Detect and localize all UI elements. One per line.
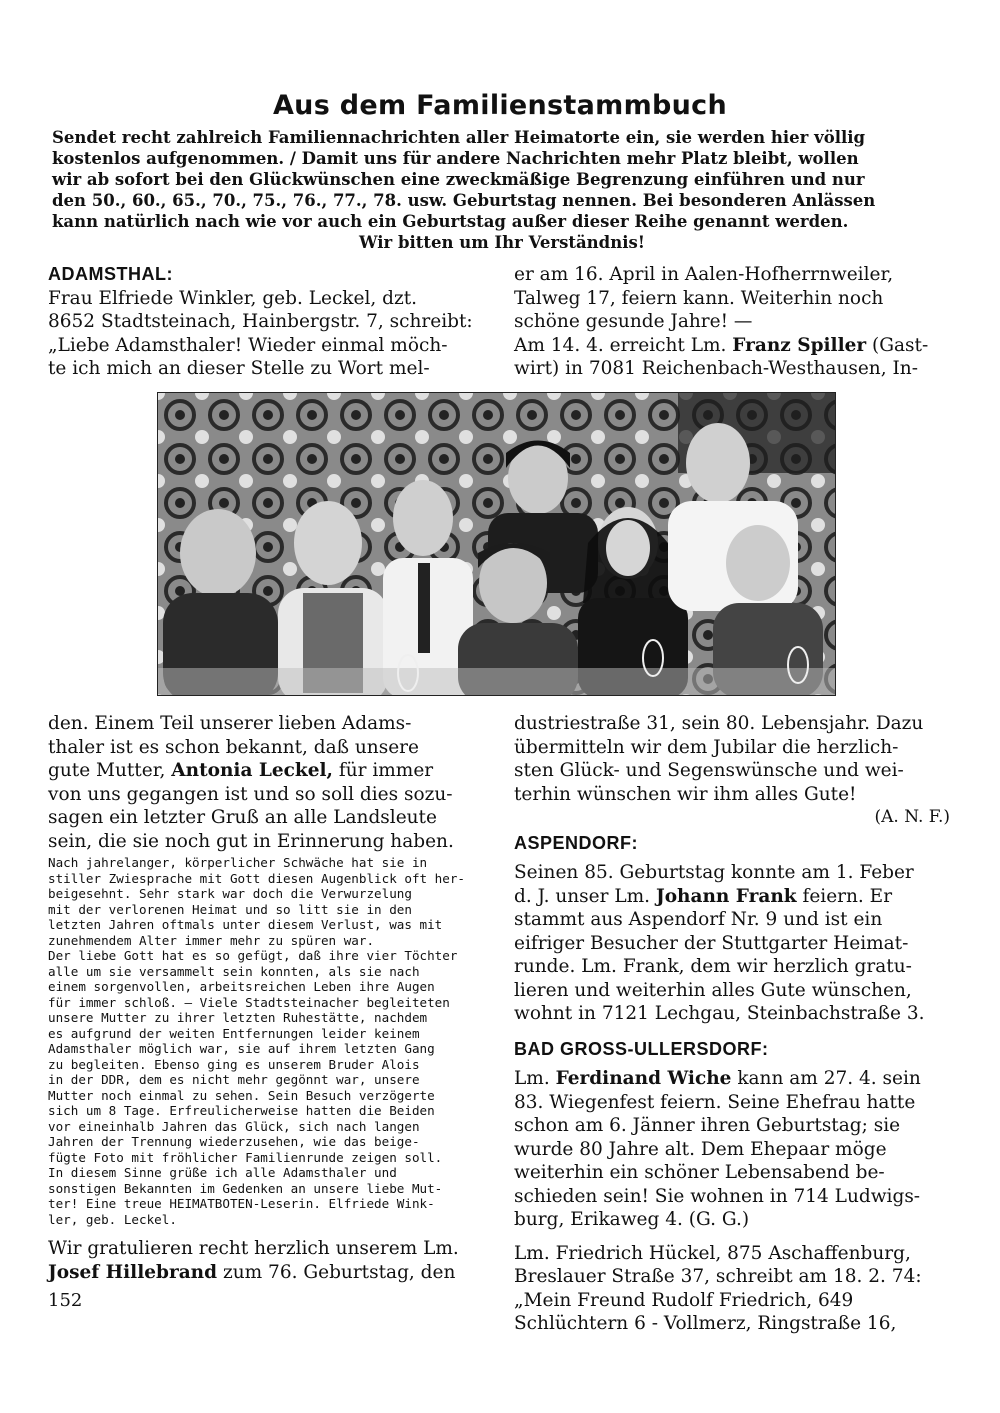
text-line: Breslauer Straße 37, schreibt am 18. 2. 74: [514,1266,922,1287]
text-line: sagen ein letzter Gruß an alle Landsleute [48,807,437,828]
text-line: von uns gegangen ist und so soll dies sozu- [48,783,453,805]
intro-line: den 50., 60., 65., 70., 75., 76., 77., 78. usw. Geburtstag nennen. Bei besonderen Anlässen [52,191,876,210]
small-line: Adamsthaler möglich war, sie auf ihrem letzten Gang [48,1041,435,1056]
text-line: übermitteln wir dem Jubilar die herzlich- [514,736,899,758]
text-line: runde. Lm. Frank, dem wir herzlich gratu- [514,956,912,977]
small-line: mit der verlorenen Heimat und so litt sie in den [48,901,412,917]
family-photo-illustration [158,393,835,695]
text-fragment: für immer [332,760,434,781]
small-line: zu begleiten. Ebenso ging es unserem Bruder Alois [48,1056,420,1072]
text-fragment: (Gast- [866,334,929,356]
small-line: fügte Foto mit fröhlicher Familienrunde zeigen soll. [48,1149,443,1165]
small-line: ter! Eine treue HEIMATBOTEN-Leserin. Elfriede Wink- [48,1196,435,1211]
small-line: in der DDR, dem es nicht mehr gegönnt war, unsere [48,1072,420,1087]
small-line: vor eineinhalb Jahren das Glück, sich nach langen [48,1118,420,1134]
top-right-column [514,263,950,381]
text-line: Wir gratulieren recht herzlich unserem Lm. [48,1238,459,1259]
person-name: Franz Spiller [732,334,867,356]
text-line: sten Glück- und Segenswünsche und wei- [514,760,904,781]
text-line: „Mein Freund Rudolf Friedrich, 649 [514,1289,854,1311]
text-line: burg, Erikaweg 4. (G. G.) [514,1209,750,1230]
small-line: alle um sie versammelt sein konnten, als sie nach [48,963,420,979]
text-line: Schlüchtern 6 - Vollmerz, Ringstraße 16, [514,1313,897,1334]
small-line: Mutter noch einmal zu sehen. Sein Besuch verzögerte [48,1087,435,1103]
author-initials: (A. N. F.) [874,807,950,827]
section-heading-bad-gross-ullersdorf: BAD GROSS-ULLERSDORF: [514,1038,769,1059]
small-line: unsere Mutter zu ihrer letzten Ruhestätte, nachdem [48,1010,428,1025]
small-line: es aufgrund der weiten Entfernungen leider keinem [48,1025,420,1041]
text-line [514,1067,950,1091]
section-heading-adamsthal: ADAMSTHAL: [48,264,173,284]
small-line: beigesehnt. Sehr stark war doch die Verwurzelung [48,886,412,901]
intro-notice [52,127,952,253]
small-line: In diesem Sinne grüße ich alle Adamsthaler und [48,1165,397,1180]
text-line: sein, die sie noch gut in Erinnerung haben. [48,830,454,852]
small-line: Jahren der Trennung wiederzusehen, wie das beige- [48,1134,420,1149]
text-line: eifriger Besucher der Stuttgarter Heimat- [514,932,909,954]
text-line [48,759,488,783]
intro-line: kann natürlich nach wie vor auch ein Geburtstag außer dieser Reihe genannt werden. [52,212,849,231]
text-line [514,885,950,909]
person-name: Josef Hillebrand [48,1261,218,1283]
text-line: 83. Wiegenfest feiern. Seine Ehefrau hatte [514,1091,916,1113]
text-line: terhin wünschen wir ihm alles Gute! [514,783,857,805]
text-fragment: kann am 27. 4. sein [731,1068,921,1089]
intro-line: kostenlos aufgenommen. / Damit uns für andere Nachrichten mehr Platz bleibt, wollen [52,149,859,168]
person-name: Antonia Leckel, [171,760,333,781]
text-line: thaler ist es schon bekannt, daß unsere [48,736,419,758]
text-line: schieden sein! Sie wohnen in 714 Ludwigs- [514,1185,921,1207]
person-name: Ferdinand Wiche [555,1068,732,1089]
text-line: 8652 Stadtsteinach, Hainbergstr. 7, schreibt: [48,311,473,332]
intro-last-line: Wir bitten um Ihr Verständnis! [359,233,645,252]
text-fragment: gute Mutter, [48,760,172,781]
text-line: te ich mich an dieser Stelle zu Wort mel- [48,358,430,379]
text-fragment: Am 14. 4. erreicht Lm. [514,334,733,356]
small-print-letter [48,855,488,1227]
text-fragment: zum 76. Geburtstag, den [217,1261,456,1283]
small-line: einem sorgenvollen, arbeitsreichen Leben ihre Augen [48,979,435,994]
intro-line: Sendet recht zahlreich Familiennachrichten aller Heimatorte ein, sie werden hier völlig [52,128,866,147]
text-line [514,334,950,358]
section-heading-aspendorf: ASPENDORF: [514,832,639,853]
small-line: Der liebe Gott hat es so gefügt, daß ihre vier Töchter [48,948,458,963]
small-line: sonstigen Bekannten im Gedenken an unsere liebe Mut- [48,1180,443,1196]
small-line: zunehmendem Alter immer mehr zu spüren war. [48,932,375,948]
small-line: stiller Zwiesprache mit Gott diesen Augenblick oft her- [48,870,466,886]
text-line: schon am 6. Jänner ihren Geburtstag; sie [514,1115,901,1136]
text-line: Frau Elfriede Winkler, geb. Leckel, dzt. [48,287,418,309]
small-line: für immer schloß. – Viele Stadtsteinacher begleiteten [48,994,450,1010]
text-line: Seinen 85. Geburtstag konnte am 1. Feber [514,862,914,883]
bottom-left-column [48,712,488,1284]
text-line: er am 16. April in Aalen-Hofherrnweiler, [514,264,894,285]
text-line: lieren und weiterhin alles Gute wünschen, [514,979,912,1001]
text-line: dustriestraße 31, sein 80. Lebensjahr. Dazu [514,713,924,734]
text-line: wirt) in 7081 Reichenbach-Westhausen, In- [514,358,918,379]
family-photo [157,392,836,696]
text-line: Talweg 17, feiern kann. Weiterhin noch [514,287,884,309]
text-line: schöne gesunde Jahre! — [514,311,753,332]
text-line: weiterhin ein schöner Lebensabend be- [514,1162,885,1183]
page-title: Aus dem Familienstammbuch [272,90,727,121]
text-line: „Liebe Adamsthaler! Wieder einmal möch- [48,334,448,356]
small-line: letzten Jahren oftmals unter diesem Verlust, was mit [48,917,443,932]
text-fragment: feiern. Er [796,885,893,907]
page-number: 152 [48,1290,83,1311]
text-line: Lm. Friedrich Hückel, 875 Aschaffenburg, [514,1242,911,1264]
text-fragment: d. J. unser Lm. [514,885,656,907]
intro-line: wir ab sofort bei den Glückwünschen eine zweckmäßige Begrenzung einführen und nur [52,170,865,189]
top-left-column [48,263,488,381]
small-line: Nach jahrelanger, körperlicher Schwäche hat sie in [48,855,428,870]
text-line: stammt aus Aspendorf Nr. 9 und ist ein [514,909,883,930]
text-line: wohnt in 7121 Lechgau, Steinbachstraße 3. [514,1003,925,1024]
person-name: Johann Frank [655,885,797,907]
text-line: den. Einem Teil unserer lieben Adams- [48,713,412,734]
bottom-right-column [514,712,950,1336]
text-line [48,1261,488,1285]
text-fragment: Lm. [514,1068,556,1089]
small-line: sich um 8 Tage. Erfreulicherweise hatten die Beiden [48,1103,435,1118]
small-line: ler, geb. Leckel. [48,1211,177,1227]
text-line: wurde 80 Jahre alt. Dem Ehepaar möge [514,1138,887,1160]
